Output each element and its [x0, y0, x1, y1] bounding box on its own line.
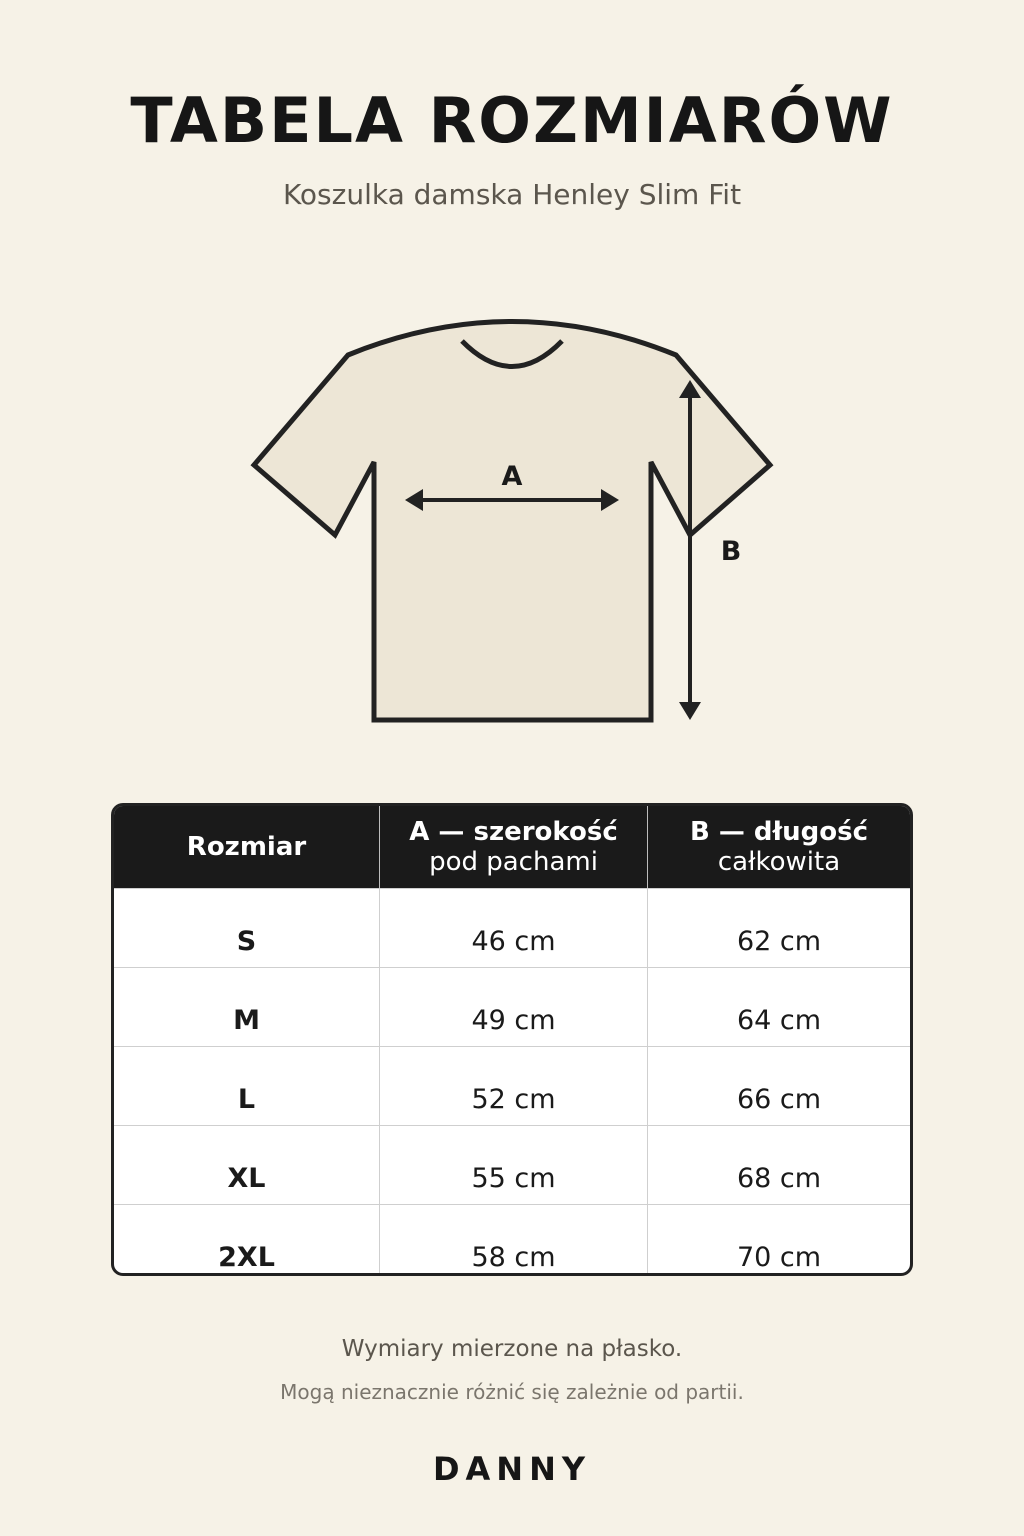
size-cell: XL — [114, 1126, 380, 1204]
length-cell: 70 cm — [736, 1242, 822, 1273]
tshirt-outline — [254, 322, 770, 721]
size-cell: 2XL — [114, 1205, 380, 1276]
measure-b-label: B — [720, 536, 742, 567]
header-width — [380, 806, 648, 888]
table-row — [114, 1204, 910, 1276]
width-cell: 46 cm — [380, 889, 648, 967]
width-cell: 52 cm — [380, 1047, 648, 1125]
header-size-label: Rozmiar — [186, 832, 307, 862]
length-cell: 64 cm — [736, 1005, 822, 1036]
page-title: TABELA ROZMIARÓW — [130, 84, 894, 157]
table-row — [114, 1046, 910, 1125]
table-header — [114, 806, 910, 888]
header-length-label: B — długość — [689, 817, 869, 847]
header-length-sublabel: całkowita — [717, 847, 841, 877]
variance-note: Mogą nieznacznie różnić się zależnie od partii. — [280, 1380, 744, 1404]
brand-logo: DANNY — [432, 1450, 592, 1488]
table-row — [114, 967, 910, 1046]
width-cell: 49 cm — [380, 968, 648, 1046]
measurement-note: Wymiary mierzone na płasko. — [341, 1336, 683, 1362]
length-cell: 68 cm — [736, 1163, 822, 1194]
width-cell: 58 cm — [380, 1205, 648, 1276]
header-length — [648, 806, 910, 888]
table-row — [114, 888, 910, 967]
length-cell: 62 cm — [736, 926, 822, 957]
product-subtitle: Koszulka damska Henley Slim Fit — [282, 178, 742, 211]
header-size — [114, 806, 380, 888]
tshirt-measurement-diagram — [0, 300, 1024, 740]
size-cell: S — [114, 889, 380, 967]
measure-a-label: A — [501, 461, 523, 492]
header-width-label: A — szerokość — [409, 817, 618, 847]
size-cell: M — [114, 968, 380, 1046]
length-cell: 66 cm — [736, 1084, 822, 1115]
size-cell: L — [114, 1047, 380, 1125]
table-row — [114, 1125, 910, 1204]
header-width-sublabel: pod pachami — [429, 847, 598, 877]
width-cell: 55 cm — [380, 1126, 648, 1204]
size-table — [111, 803, 913, 1276]
